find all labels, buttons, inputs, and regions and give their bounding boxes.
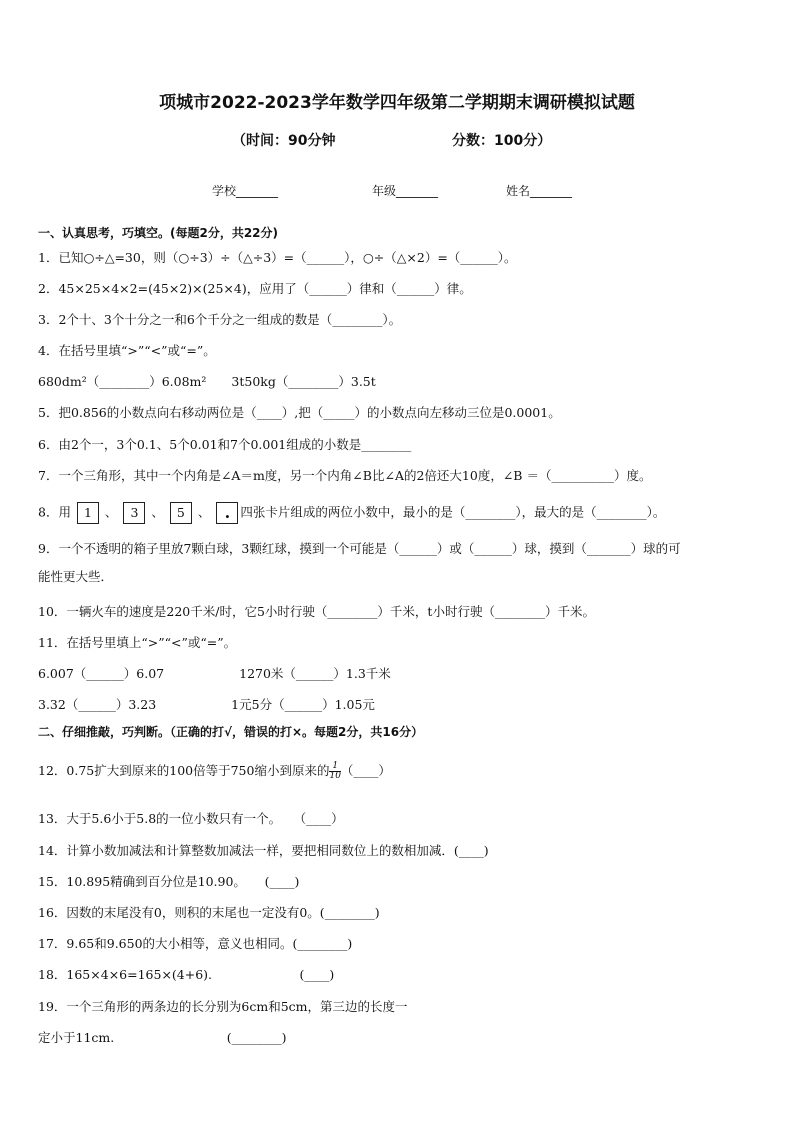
question-16: 16．因数的末尾没有0，则积的末尾也一定没有0。(________) — [38, 905, 380, 920]
card-1: 1 — [77, 502, 99, 524]
question-7: 7．一个三角形，其中一个内角是∠A＝m度，另一个内角∠B比∠A的2倍还大10度，∠B ＝（__________）度。 — [38, 468, 652, 483]
question-13: 13．大于5.6小于5.8的一位小数只有一个。 （____） — [38, 811, 344, 826]
question-11-row-2: 3.32（______）3.23 1元5分（______）1.05元 — [38, 697, 375, 712]
question-12-blank: （____） — [340, 763, 391, 778]
question-11: 11．在括号里填上“>”“<”或“=”。 — [38, 635, 237, 650]
question-8 — [38, 502, 665, 524]
grade-field[interactable]: 年级_______ — [372, 184, 439, 198]
question-12 — [38, 762, 391, 781]
card-separator: 、 — [104, 504, 118, 520]
exam-score: 分数：100分） — [452, 133, 552, 149]
question-19-line-1: 19．一个三角形的两条边的长分别为6cm和5cm，第三边的长度一 — [38, 999, 408, 1014]
question-4-items: 680dm²（________）6.08m² 3t50kg（________）3.5t — [38, 374, 376, 389]
question-8-prefix: 8．用 — [38, 504, 71, 520]
exam-title: 项城市2022-2023学年数学四年级第二学期期末调研模拟试题 — [159, 93, 635, 113]
fraction-numerator: 1 — [329, 762, 340, 772]
question-19-line-2: 定小于11cm. (________) — [38, 1030, 287, 1045]
question-11-row-1: 6.007（______）6.07 1270米（______）1.3千米 — [38, 666, 391, 681]
name-field[interactable]: 姓名_______ — [506, 184, 573, 198]
card-3: 3 — [123, 502, 145, 524]
question-12-text: 12．0.75扩大到原来的100倍等于750缩小到原来的 — [38, 763, 330, 778]
card-dot: . — [216, 502, 238, 524]
question-6: 6．由2个一，3个0.1、5个0.01和7个0.001组成的小数是________ — [38, 437, 412, 452]
card-separator: 、 — [197, 504, 211, 520]
question-4: 4．在括号里填“>”“<”或“=”。 — [38, 343, 216, 358]
question-18: 18．165×4×6=165×(4+6). (____) — [38, 967, 335, 982]
question-14: 14．计算小数加减法和计算整数加减法一样，要把相同数位上的数相加减．(____) — [38, 843, 489, 858]
school-field[interactable]: 学校_______ — [212, 184, 279, 198]
section-2-heading: 二、仔细推敲，巧判断。（正确的打√，错误的打×。每题2分，共16分） — [38, 725, 424, 739]
section-1-heading: 一、认真思考，巧填空。(每题2分，共22分) — [38, 226, 279, 240]
card-separator: 、 — [151, 504, 164, 520]
question-17: 17．9.65和9.650的大小相等，意义也相同。(________) — [38, 936, 353, 951]
question-9-line-1: 9．一个不透明的箱子里放7颗白球，3颗红球，摸到一个可能是（______）或（______）球，摸到（_______）球的可 — [38, 541, 681, 556]
question-1: 1．已知○÷△=30，则（○÷3）÷（△÷3）=（______），○÷（△×2）=（______）。 — [38, 250, 517, 265]
question-2: 2．45×25×4×2=(45×2)×(25×4)，应用了（______）律和（______）律。 — [38, 281, 472, 296]
question-15: 15．10.895精确到百分位是10.90。 (____) — [38, 874, 300, 889]
card-5: 5 — [170, 502, 192, 524]
question-5: 5．把0.856的小数点向右移动两位是（____）,把（_____）的小数点向左移动三位是0.0001。 — [38, 405, 561, 420]
question-3: 3．2个十、3个十分之一和6个千分之一组成的数是（________）。 — [38, 312, 402, 327]
question-9-line-2: 能性更大些． — [38, 569, 114, 584]
question-10: 10．一辆火车的速度是220千米/时，它5小时行驶（________）千米，t小时行驶（________）千米。 — [38, 604, 595, 619]
exam-time: （时间：90分钟 — [232, 133, 336, 149]
question-8-suffix: 四张卡片组成的两位小数中，最小的是（________），最大的是（________）。 — [240, 504, 666, 520]
fraction-one-tenth — [329, 762, 340, 781]
fraction-denominator: 10 — [329, 771, 341, 781]
